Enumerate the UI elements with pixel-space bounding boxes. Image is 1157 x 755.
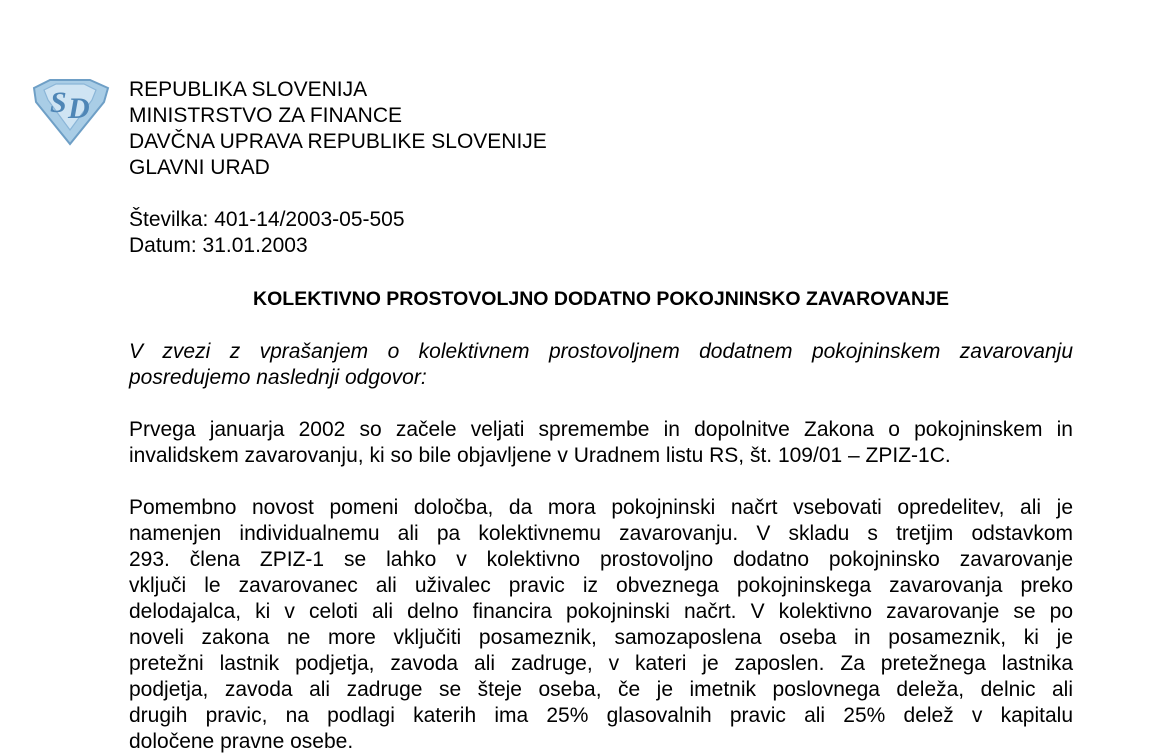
intro-paragraph (129, 339, 1073, 391)
diamond-shield-icon (28, 78, 112, 148)
svg-text:D: D (68, 92, 90, 125)
header-line-main-office: GLAVNI URAD (129, 156, 270, 179)
document-meta (129, 207, 405, 259)
intro-line: V zvezi z vprašanjem o kolektivnem prostovoljnem dodatnem pokojninskem zavarovanju (129, 340, 1073, 363)
paragraph-line: podjetja, zavoda ali zadruge se šteje oseba, če je imetnik poslovnega deleža, delnic ali (129, 678, 1073, 701)
svg-text:S: S (50, 86, 67, 119)
intro-line: posredujemo naslednji odgovor: (129, 366, 427, 389)
paragraph-line: invalidskem zavarovanju, ki so bile objavljene v Uradnem listu RS, št. 109/01 – ZPIZ-1C. (129, 444, 951, 467)
paragraph-line: drugih pravic, na podlagi katerih ima 25% glasovalnih pravic ali 25% delež v kapitalu (129, 704, 1073, 727)
institution-header (129, 77, 547, 181)
paragraph-line: Prvega januarja 2002 so začele veljati spremembe in dopolnitve Zakona o pokojninskem in (129, 418, 1073, 441)
durs-logo (28, 78, 112, 148)
header-line-republic: REPUBLIKA SLOVENIJA (129, 78, 368, 101)
paragraph-line: namenjen individualnemu ali pa kolektivnemu zavarovanju. V skladu s tretjim odstavkom (129, 522, 1073, 545)
body-paragraph-2 (129, 495, 1073, 755)
document-number: Številka: 401-14/2003-05-505 (129, 208, 405, 231)
body-paragraph-1 (129, 417, 1073, 469)
document-title: KOLEKTIVNO PROSTOVOLJNO DODATNO POKOJNINSKO ZAVAROVANJE (253, 288, 949, 310)
paragraph-line: pretežni lastnik podjetja, zavoda ali zadruge, v kateri je zaposlen. Za pretežnega lastnika (129, 652, 1073, 675)
document-date: Datum: 31.01.2003 (129, 234, 308, 257)
paragraph-line: določene pravne osebe. (129, 730, 354, 753)
header-line-tax-administration: DAVČNA UPRAVA REPUBLIKE SLOVENIJE (129, 130, 547, 153)
paragraph-line: Pomembno novost pomeni določba, da mora pokojninski načrt vsebovati opredelitev, ali je (129, 496, 1073, 519)
paragraph-line: vključi le zavarovanec ali uživalec pravic iz obveznega pokojninskega zavarovanja preko (129, 574, 1073, 597)
header-line-ministry: MINISTRSTVO ZA FINANCE (129, 104, 403, 127)
paragraph-line: 293. člena ZPIZ-1 se lahko v kolektivno prostovoljno dodatno pokojninsko zavarovanje (129, 548, 1073, 571)
paragraph-line: noveli zakona ne more vključiti posameznik, samozaposlena oseba in posameznik, ki je (129, 626, 1073, 649)
paragraph-line: delodajalca, ki v celoti ali delno financira pokojninski načrt. V kolektivno zavarovanje se po (129, 600, 1073, 623)
